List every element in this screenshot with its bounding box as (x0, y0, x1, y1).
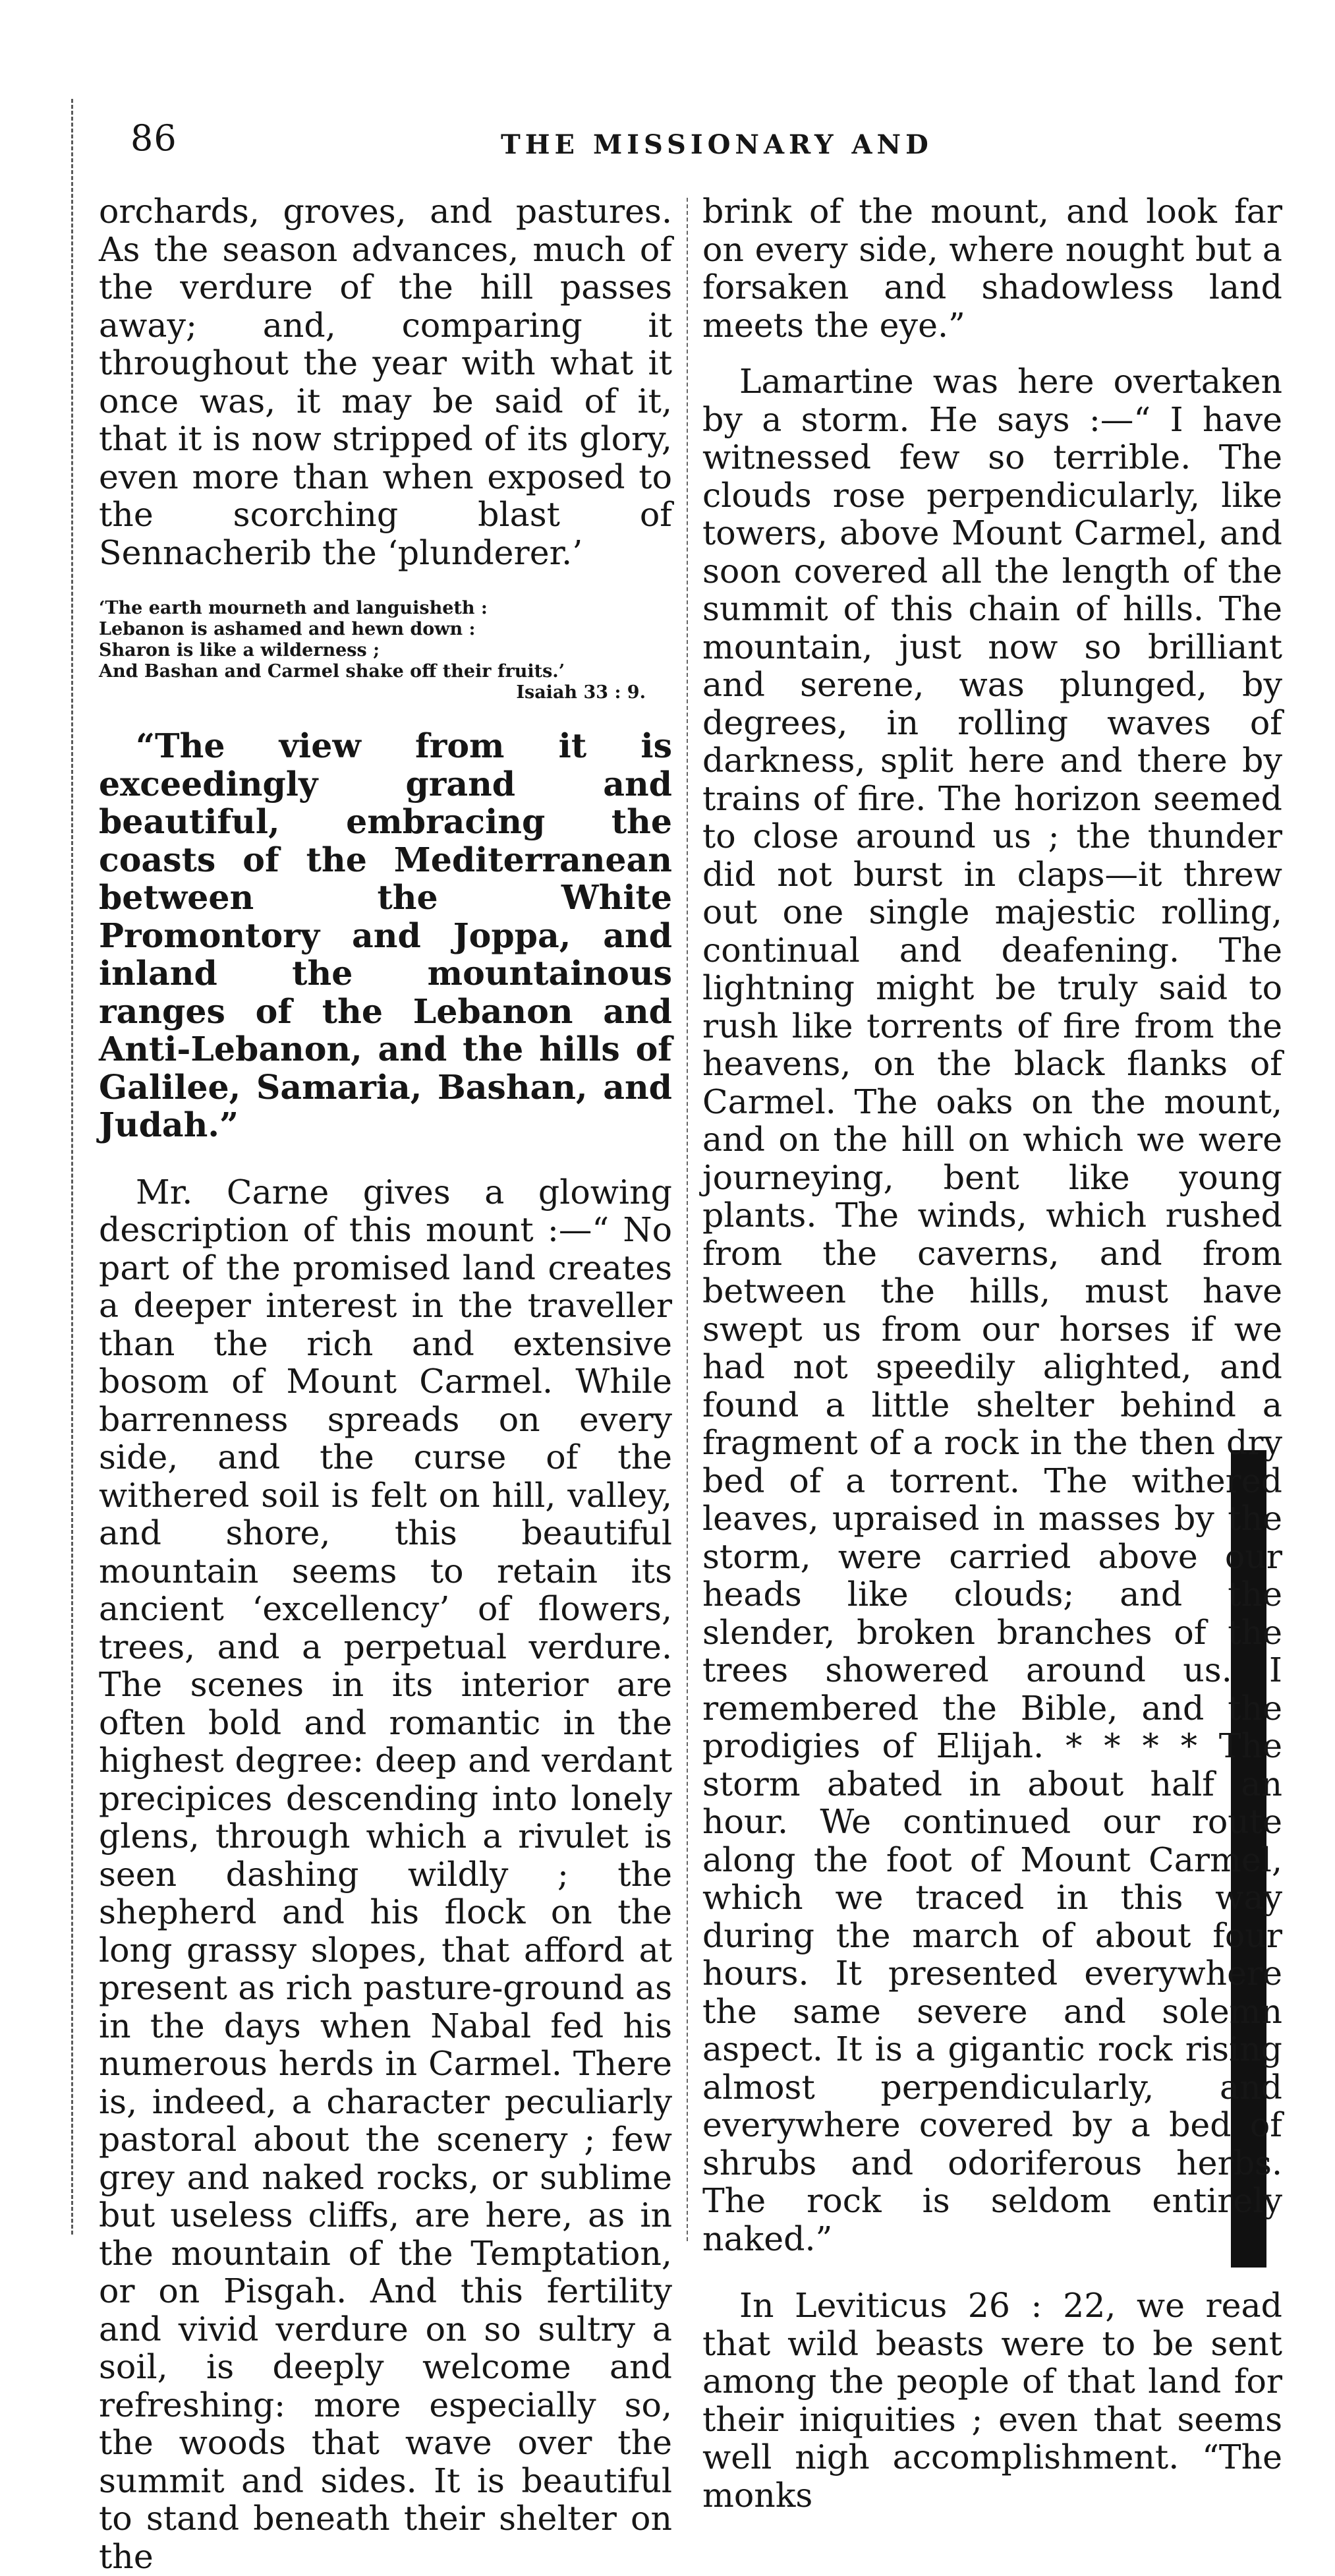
running-head: THE MISSIONARY AND (501, 129, 933, 160)
quote-line: And Bashan and Carmel shake off their fruits.’ (99, 661, 565, 682)
scripture-quote (99, 598, 672, 703)
page-number: 86 (130, 117, 177, 159)
paragraph-gap (702, 2258, 1282, 2287)
column-divider (687, 198, 690, 2241)
paragraph: “The view from it is exceedingly grand and beautiful, embracing the coasts of the Mediterranean between the White Promontory and Joppa, and inland the mountainous ranges of the Lebanon and Anti-Lebanon, and the hills of Galilee, Samaria, Bashan, and Judah.” (99, 726, 672, 1144)
right-column (702, 192, 1282, 2514)
left-column (99, 192, 672, 2575)
left-margin-rule (71, 99, 75, 2235)
quote-line: Lebanon is ashamed and hewn down : (99, 619, 476, 639)
paragraph: Mr. Carne gives a glowing description of this mount :—“ No part of the promised land creates a deeper interest in the traveller than the rich and extensive bosom of Mount Carmel. While barrenness spreads on every side, and the curse of the withered soil is felt on hill, valley, and shore, this beautiful mountain seems to retain its ancient ‘excellency’ of flowers, trees, and a perpetual verdure. The scenes in its interior are often bold and romantic in the highest degree: deep and verdant precipices descending into lonely glens, through which a rivulet is seen dashing wildly ; the shepherd and his flock on the long grassy slopes, that afford at present as rich pasture-ground as in the days when Nabal fed his numerous herds in Carmel. There is, indeed, a character peculiarly pastoral about the scenery ; few grey and naked rocks, or sublime but useless cliffs, are here, as in the mountain of the Temptation, or on Pisgah. And this fertility and vivid verdure on so sultry a soil, is deeply welcome and refreshing: more especially so, the woods that wave over the summit and sides. It is beautiful to stand beneath their shelter on the (99, 1172, 672, 2576)
quote-citation: Isaiah 33 : 9. (516, 682, 646, 703)
quote-line: ‘The earth mourneth and languisheth : (99, 598, 488, 618)
paragraph: orchards, groves, and pastures. As the season advances, much of the verdure of the hill passes away; and, comparing it throughout the year with what it once was, it may be said of it, that it is now stripped of its glory, even more than when exposed to the scorching blast of Sennacherib the ‘plunderer.’ (99, 192, 672, 572)
quote-line: Sharon is like a wilderness ; (99, 640, 380, 660)
paragraph-gap (99, 1144, 672, 1173)
paragraph: brink of the mount, and look far on every side, where nought but a forsaken and shadowless land meets the eye.” (702, 192, 1282, 345)
paragraph-gap (702, 344, 1282, 363)
paragraph: In Leviticus 26 : 22, we read that wild beasts were to be sent among the people of that land for their iniquities ; even that seems well nigh accomplishment. “The monks (702, 2286, 1282, 2515)
paragraph: Lamartine was here overtaken by a storm. He says :—“ I have witnessed few so terrible. The clouds rose perpendicularly, like towers, above Mount Carmel, and soon covered all the length of the summit of this chain of hills. The mountain, just now so brilliant and serene, was plunged, by degrees, in rolling waves of darkness, split here and there by trains of fire. The horizon seemed to close around us ; the thunder did not burst in claps—it threw out one single majestic rolling, continual and deafening. The lightning might be truly said to rush like torrents of fire from the heavens, on the black flanks of Carmel. The oaks on the mount, and on the hill on which we were journeying, bent like young plants. The winds, which rushed from the caverns, and from between the hills, must have swept us from our horses if we had not speedily alighted, and found a little shelter behind a fragment of a rock in the then dry bed of a torrent. The withered leaves, upraised in masses by the storm, were carried above our heads like clouds; and the slender, broken branches of the trees showered around us. I remembered the Bible, and the prodigies of Elijah. * * * * The storm abated in about half an hour. We continued our route along the foot of Mount Carmel, which we traced in this way during the march of about four hours. It presented everywhere the same severe and solemn aspect. It is a gigantic rock rising almost perpendicularly, and everywhere covered by a bed of shrubs and odoriferous herbs. The rock is seldom entirely naked.” (702, 362, 1282, 2258)
